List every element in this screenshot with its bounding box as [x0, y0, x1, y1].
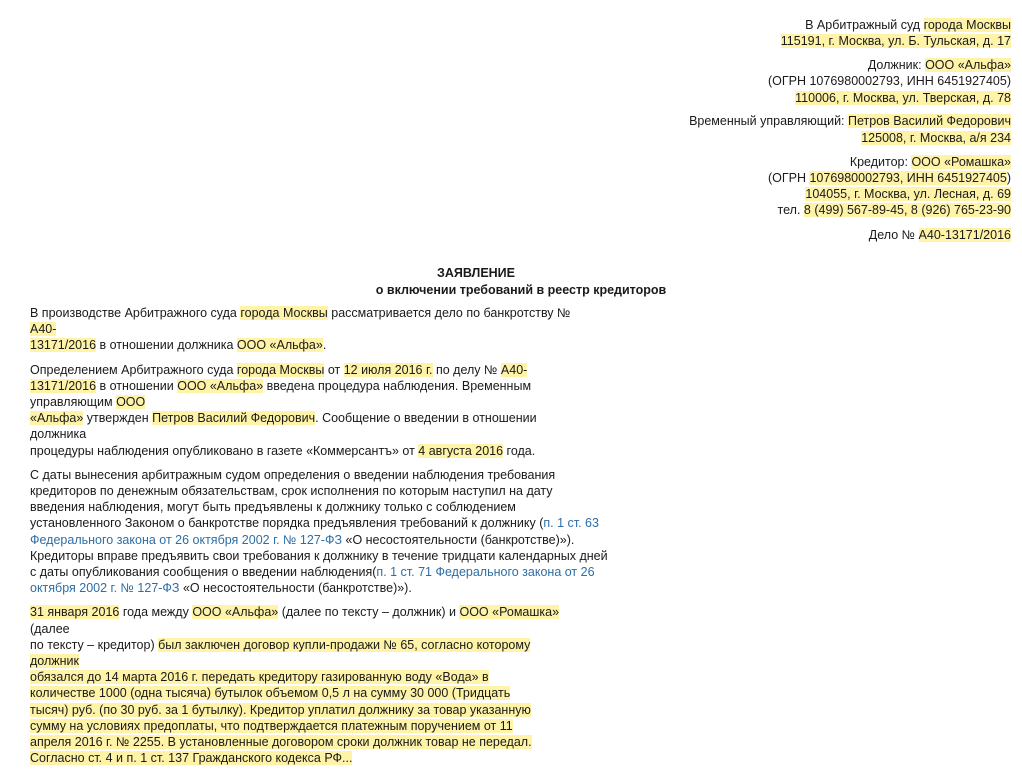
text: В производстве Арбитражного суда [30, 306, 241, 320]
text: по тексту – кредитор) [30, 637, 159, 652]
text-line [30, 337, 650, 353]
law-link[interactable]: Федерального закона от 26 октября 2002 г. № 127-ФЗ [30, 532, 343, 547]
creditor-label: Кредитор: [849, 154, 912, 169]
text-line [30, 685, 650, 701]
text: с даты опубликования сообщения о введении наблюдения( [30, 565, 377, 580]
title-sub: о включении требований в реестр кредиторов [375, 283, 667, 297]
manager-address: 125008, г. Москва, а/я 234 [861, 130, 1011, 145]
text-line [30, 378, 650, 394]
text-line [30, 305, 650, 321]
highlight: тысяч) руб. (по 30 руб. за 1 бутылку). Кредитор уплатил должнику за товар указанную [30, 702, 531, 717]
highlight: ООО «Альфа» [192, 605, 279, 620]
paragraph-contract [30, 604, 650, 766]
text-line: (далее [30, 621, 70, 636]
highlight: Петров Василий Федорович [152, 411, 316, 426]
text: управляющим [30, 395, 117, 410]
manager-block [491, 113, 1011, 146]
court-address: 115191, г. Москва, ул. Б. Тульская, д. 17 [780, 34, 1011, 49]
text: установленного Законом о банкротстве порядка предъявления требований к должнику ( [30, 516, 544, 531]
manager-label: Временный управляющий: [689, 114, 849, 129]
paragraph-law [30, 467, 650, 597]
text: процедуры наблюдения опубликовано в газете «Коммерсантъ» от [30, 443, 419, 458]
creditor-ogrn-prefix: (ОГРН [767, 170, 810, 185]
text-line [30, 410, 650, 426]
manager-name: Петров Василий Федорович [848, 114, 1011, 129]
text-line [30, 637, 650, 653]
highlight: ООО «Альфа» [177, 378, 264, 393]
highlight: количестве 1000 (одна тысяча) бутылок объемом 0,5 л на сумму 30 000 (Тридцать [30, 686, 511, 701]
text-line [30, 426, 650, 442]
highlight: 13171/2016 [30, 378, 97, 393]
text: утвержден [83, 411, 153, 426]
highlight: А40- [30, 322, 57, 337]
highlight: ООО «Альфа» [236, 338, 323, 353]
document-title [0, 265, 1022, 299]
highlight: апреля 2016 г. № 2255. В установленные договором сроки должник товар не передал. [30, 735, 532, 750]
text-line [30, 443, 650, 459]
highlight: Согласно ст. 4 и п. 1 ст. 137 Гражданского кодекса РФ... [30, 751, 353, 766]
court-block [491, 17, 1011, 50]
text: года. [503, 443, 536, 458]
creditor-address: 104055, г. Москва, ул. Лесная, д. 69 [805, 187, 1011, 202]
highlight: 4 августа 2016 [418, 443, 504, 458]
text-line [30, 653, 650, 669]
text: должника [30, 427, 87, 442]
text-line [30, 669, 650, 685]
highlight: обязался до 14 марта 2016 г. передать кредитору газированную воду «Вода» в [30, 670, 489, 685]
highlight: города Москвы [236, 362, 325, 377]
highlight: А40- [500, 362, 528, 377]
text: в отношении должника [96, 338, 237, 353]
creditor-name: ООО «Ромашка» [911, 154, 1011, 169]
text: «О несостоятельности (банкротстве)»). [342, 532, 575, 547]
title-main: ЗАЯВЛЕНИЕ [436, 266, 515, 280]
text: «О несостоятельности (банкротстве)»). [179, 581, 412, 596]
text-line [30, 564, 650, 580]
highlight: 31 января 2016 [30, 605, 120, 620]
text-line [30, 532, 650, 548]
highlight: ООО «Ромашка» [459, 605, 560, 620]
highlight: ООО [116, 395, 146, 410]
text: введена процедура наблюдения. Временным [263, 378, 532, 393]
law-link[interactable]: октября 2002 г. № 127-ФЗ [30, 581, 180, 596]
text-line: Кредиторы вправе предъявить свои требования к должнику в течение тридцати календарных дней [30, 548, 608, 563]
debtor-name: ООО «Альфа» [925, 58, 1011, 73]
text: в отношении [96, 378, 178, 393]
highlight: должник [30, 654, 79, 669]
text-line: С даты вынесения арбитражным судом определения о введении наблюдения требования [30, 467, 556, 482]
text-line [30, 362, 650, 378]
debtor-address: 110006, г. Москва, ул. Тверская, д. 78 [795, 90, 1011, 105]
document-body [30, 305, 650, 774]
text-line: введения наблюдения, могут быть предъявлены к должнику только с соблюдением [30, 500, 516, 515]
text-line [30, 394, 650, 410]
text-line [30, 580, 650, 596]
addressee-block [491, 17, 1011, 251]
text-line [30, 734, 650, 750]
highlight: сумму на условиях предоплаты, что подтверждается платежным поручением от 11 [30, 718, 513, 733]
case-label: Дело № [868, 227, 919, 242]
creditor-ogrn-suffix: ) [1006, 170, 1011, 185]
law-link[interactable]: п. 1 ст. 71 Федерального закона от 26 [376, 565, 595, 580]
case-block [491, 227, 1011, 243]
text: . Сообщение о введении в отношении [315, 411, 537, 426]
text-line [30, 718, 650, 734]
text-line [30, 750, 650, 766]
text: по делу № [432, 362, 501, 377]
court-city: города Москвы [923, 18, 1011, 32]
creditor-phone-label: тел. [777, 203, 804, 218]
text: от [324, 362, 344, 377]
creditor-phone: 8 (499) 567-89-45, 8 (926) 765-23-90 [803, 203, 1011, 218]
text-line [30, 702, 650, 718]
text: Определением Арбитражного суда [30, 362, 237, 377]
highlight: города Москвы [240, 306, 328, 320]
creditor-ogrn: 1076980002793, ИНН 6451927405 [809, 170, 1007, 185]
text-line: кредиторов по денежным обязательствам, срок исполнения по которым наступил на дату [30, 484, 553, 499]
highlight: 13171/2016 [30, 338, 97, 353]
text: (далее по тексту – должник) и [278, 605, 460, 620]
text-line [30, 604, 650, 620]
text-line [30, 515, 650, 531]
debtor-block [491, 57, 1011, 106]
highlight: «Альфа» [30, 411, 84, 426]
debtor-ogrn: (ОГРН 1076980002793, ИНН 6451927405) [767, 74, 1011, 89]
paragraph-ruling [30, 362, 650, 459]
text: рассматривается дело по банкротству № [327, 306, 571, 320]
paragraph-case [30, 305, 650, 354]
creditor-block [491, 154, 1011, 219]
text-line [30, 321, 650, 337]
case-number: А40-13171/2016 [918, 227, 1011, 242]
text: . [322, 338, 327, 353]
highlight: 12 июля 2016 г. [343, 362, 433, 377]
court-label: В Арбитражный суд [805, 18, 924, 32]
debtor-label: Должник: [867, 58, 926, 73]
highlight: был заключен договор купли-продажи № 65, согласно которому [158, 637, 531, 652]
law-link[interactable]: п. 1 ст. 63 [543, 516, 599, 531]
text: года между [119, 605, 193, 620]
